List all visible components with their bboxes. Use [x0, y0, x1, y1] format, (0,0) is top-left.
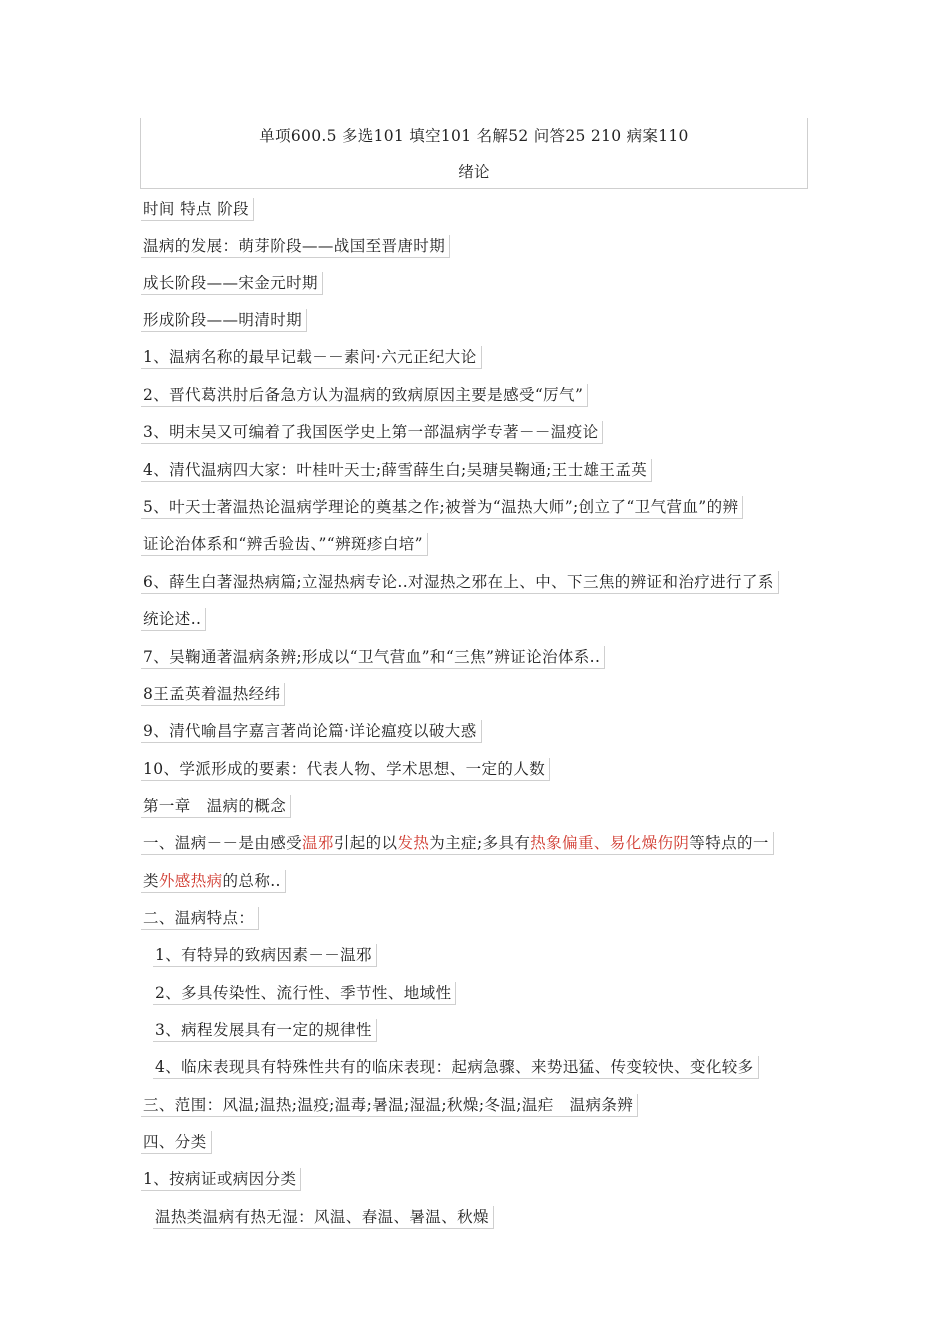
text-line: 温病的发展：萌芽阶段——战国至晋唐时期: [141, 235, 450, 258]
text-line: 6、薛生白著湿热病篇;立湿热病专论..对湿热之邪在上、中、下三焦的辨证和治疗进行了系: [141, 571, 779, 594]
text-line: 5、叶天士著温热论温病学理论的奠基之作;被誉为“温热大师”;创立了“卫气营血”的辨: [141, 496, 743, 519]
text-line: 形成阶段——明清时期: [141, 309, 307, 332]
chapter-heading: 第一章 温病的概念: [141, 795, 291, 818]
text-line: 4、清代温病四大家：叶桂叶天士;薛雪薛生白;吴瑭吴鞠通;王士雄王孟英: [141, 459, 652, 482]
text-line: 10、学派形成的要素：代表人物、学术思想、一定的人数: [141, 758, 550, 781]
text-line: 2、晋代葛洪肘后备急方认为温病的致病原因主要是感受“厉气”: [141, 384, 588, 407]
text-line: 3、病程发展具有一定的规律性: [153, 1019, 377, 1042]
text-line: 四、分类: [141, 1131, 212, 1154]
text-line: 统论述..: [141, 608, 206, 631]
text-line: 三、范围：风温;温热;温疫;温毒;暑温;湿温;秋燥;冬温;温疟 温病条辨: [141, 1094, 638, 1117]
text-line: 证论治体系和“辨舌验齿、”“辨斑疹白培”: [141, 533, 428, 556]
text-line: 7、吴鞠通著温病条辨;形成以“卫气营血”和“三焦”辨证论治体系..: [141, 646, 605, 669]
text-line: 二、温病特点：: [141, 907, 259, 930]
definition-line-2: 类外感热病的总称..: [141, 870, 286, 893]
text-line: 时间 特点 阶段: [141, 198, 254, 221]
text-line: 温热类温病有热无湿：风温、春温、暑温、秋燥: [153, 1206, 494, 1229]
text-line: 9、清代喻昌字嘉言著尚论篇·详论瘟疫以破大惑: [141, 720, 482, 743]
text-line: 成长阶段——宋金元时期: [141, 272, 323, 295]
text-line: 1、按病证或病因分类: [141, 1168, 301, 1191]
question-counts: 单项600.5 多选101 填空101 名解52 问答25 210 病案110: [259, 127, 689, 145]
text-line: 8王孟英着温热经纬: [141, 683, 285, 706]
text-line: 2、多具传染性、流行性、季节性、地域性: [153, 982, 456, 1005]
definition-line-1: 一、温病－－是由感受温邪引起的以发热为主症;多具有热象偏重、易化燥伤阴等特点的一: [141, 832, 774, 855]
header-box: [140, 118, 808, 189]
text-line: 4、临床表现具有特殊性共有的临床表现：起病急骤、来势迅猛、传变较快、变化较多: [153, 1056, 759, 1079]
text-line: 1、温病名称的最早记载－－素问·六元正纪大论: [141, 346, 482, 369]
text-line: 3、明末吴又可编着了我国医学史上第一部温病学专著－－温疫论: [141, 421, 603, 444]
section-title: 绪论: [458, 163, 490, 181]
text-line: 1、有特异的致病因素－－温邪: [153, 944, 377, 967]
